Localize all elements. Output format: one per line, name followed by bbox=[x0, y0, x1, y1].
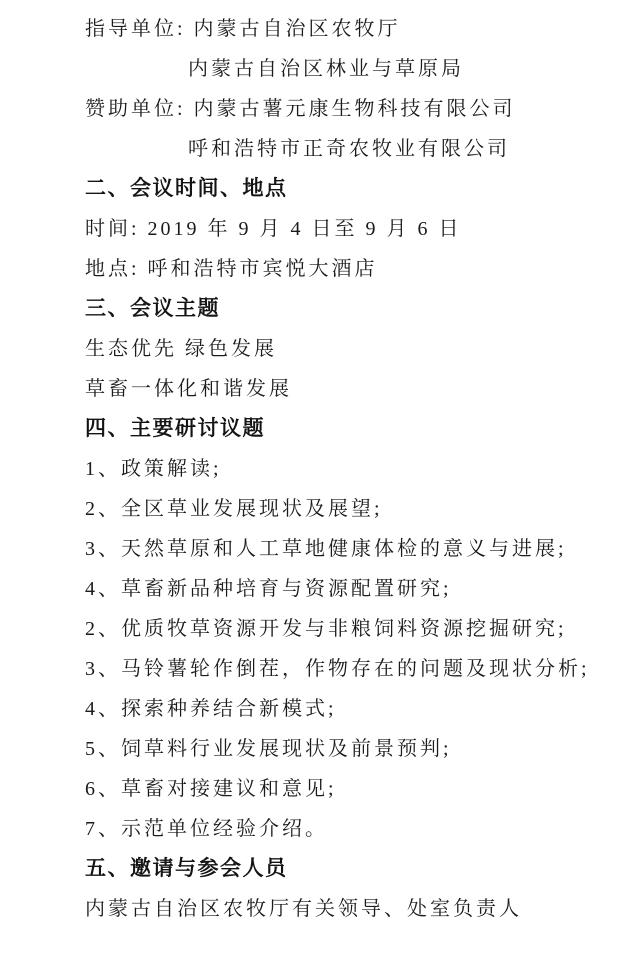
text-line: 时间: 2019 年 9 月 4 日至 9 月 6 日 bbox=[85, 218, 462, 240]
section-heading: 二、会议时间、地点 bbox=[85, 177, 288, 200]
section-heading: 五、邀请与参会人员 bbox=[85, 857, 288, 880]
text-line: 7、示范单位经验介绍。 bbox=[85, 818, 328, 840]
text-line: 2、优质牧草资源开发与非粮饲料资源挖掘研究; bbox=[85, 618, 567, 640]
text-line: 6、草畜对接建议和意见; bbox=[85, 778, 337, 800]
text-line: 草畜一体化和谐发展 bbox=[85, 378, 292, 400]
text-line: 内蒙古自治区林业与草原局 bbox=[188, 58, 464, 80]
text-line: 1、政策解读; bbox=[85, 458, 222, 480]
text-line: 生态优先 绿色发展 bbox=[85, 338, 277, 360]
text-line: 指导单位: 内蒙古自治区农牧厅 bbox=[85, 18, 401, 40]
section-heading: 三、会议主题 bbox=[85, 297, 220, 320]
text-line: 2、全区草业发展现状及展望; bbox=[85, 498, 383, 520]
text-line: 内蒙古自治区农牧厅有关领导、处室负责人 bbox=[85, 898, 522, 920]
text-line: 4、探索种养结合新模式; bbox=[85, 698, 337, 720]
text-line: 3、马铃薯轮作倒茬，作物存在的问题及现状分析; bbox=[85, 658, 590, 680]
text-line: 呼和浩特市正奇农牧业有限公司 bbox=[188, 138, 510, 160]
text-line: 赞助单位: 内蒙古薯元康生物科技有限公司 bbox=[85, 98, 516, 120]
section-heading: 四、主要研讨议题 bbox=[85, 417, 265, 440]
text-line: 5、饲草料行业发展现状及前景预判; bbox=[85, 738, 452, 760]
text-line: 3、天然草原和人工草地健康体检的意义与进展; bbox=[85, 538, 567, 560]
text-line: 4、草畜新品种培育与资源配置研究; bbox=[85, 578, 452, 600]
text-line: 地点: 呼和浩特市宾悦大酒店 bbox=[85, 258, 378, 280]
document-body bbox=[85, 9, 600, 929]
